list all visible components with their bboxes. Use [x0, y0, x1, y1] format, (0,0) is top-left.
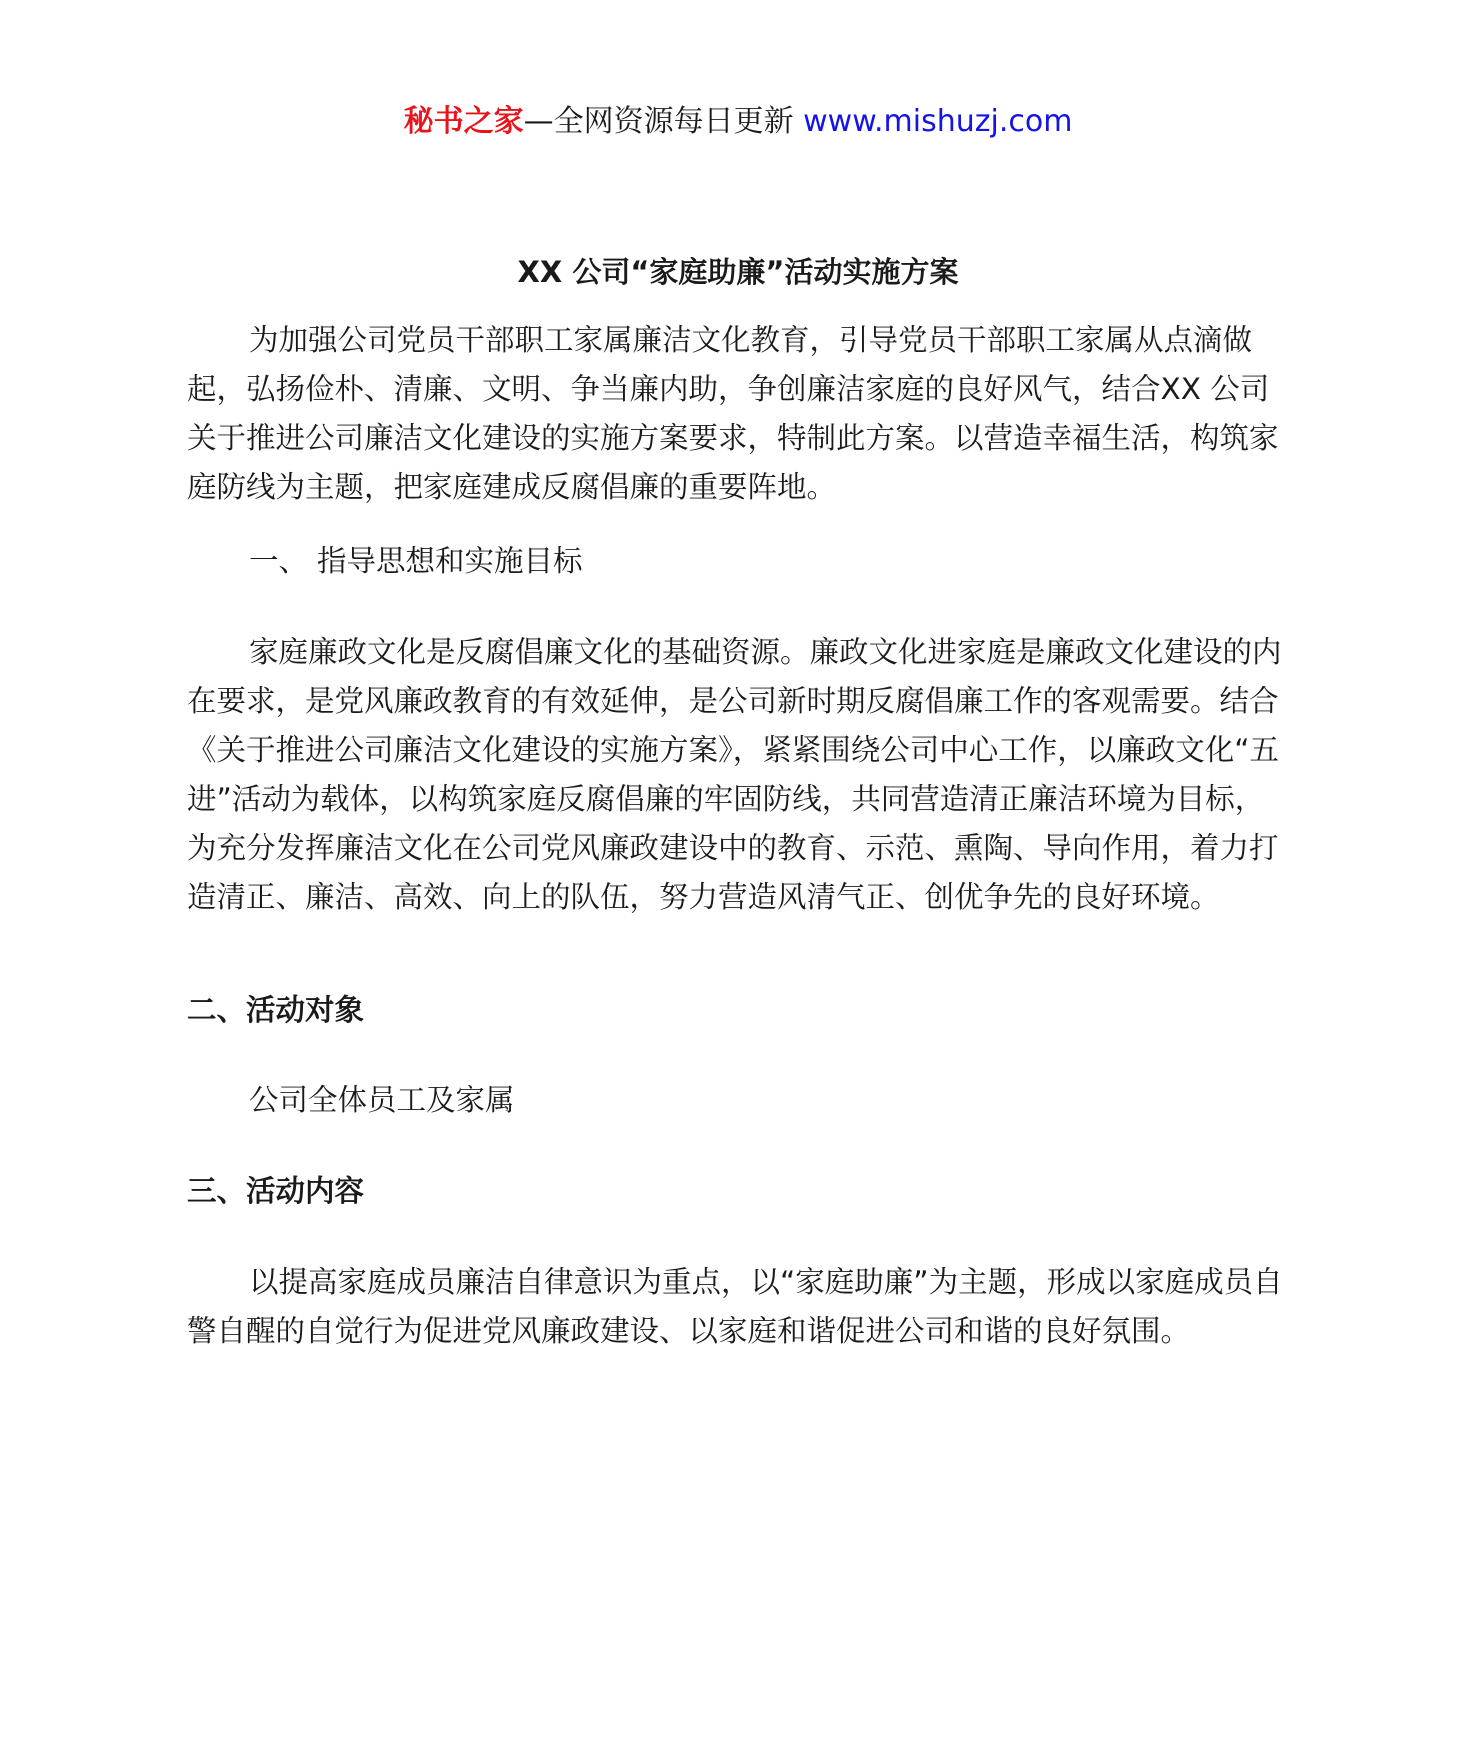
site-url-link[interactable]: www.mishuzj.com — [803, 104, 1073, 139]
intro-paragraph: 为加强公司党员干部职工家属廉洁文化教育，引导党员干部职工家属从点滴做起，弘扬俭朴、清廉、文明、争当廉内助，争创廉洁家庭的良好风气，结合XX 公司关于推进公司廉洁文化建设的实施方案要求，特制此方案。以营造幸福生活，构筑家庭防线为主题，把家庭建成反腐倡廉的重要阵地。 — [187, 323, 1279, 504]
section-heading-2: 二、活动对象 — [187, 993, 365, 1027]
site-brand: 秘书之家 — [403, 104, 524, 139]
section-heading-3: 三、活动内容 — [187, 1174, 365, 1208]
section-1-paragraph: 家庭廉政文化是反腐倡廉文化的基础资源。廉政文化进家庭是廉政文化建设的内在要求，是党风廉政教育的有效延伸，是公司新时期反腐倡廉工作的客观需要。结合《关于推进公司廉洁文化建设的实施方案》，紧紧围绕公司中心工作，以廉政文化“五进”活动为载体，以构筑家庭反腐倡廉的牢固防线，共同营造清正廉洁环境为目标，为充分发挥廉洁文化在公司党风廉政建设中的教育、示范、熏陶、导向作用，着力打造清正、廉洁、高效、向上的队伍，努力营造风清气正、创优争先的良好环境。 — [187, 635, 1282, 914]
section-number-1: 一、 — [249, 544, 309, 578]
section-2-paragraph: 公司全体员工及家属 — [249, 1083, 515, 1117]
section-heading-1 — [249, 537, 583, 586]
site-tagline: —全网资源每日更新 — [523, 104, 804, 139]
document-title: XX 公司“家庭助廉”活动实施方案 — [517, 255, 959, 289]
site-header — [0, 100, 1476, 144]
section-3-paragraph: 以提高家庭成员廉洁自律意识为重点，以“家庭助廉”为主题，形成以家庭成员自警自醒的自觉行为促进党风廉政建设、以家庭和谐促进公司和谐的良好氛围。 — [187, 1265, 1283, 1348]
section-title-1: 指导思想和实施目标 — [317, 544, 583, 578]
